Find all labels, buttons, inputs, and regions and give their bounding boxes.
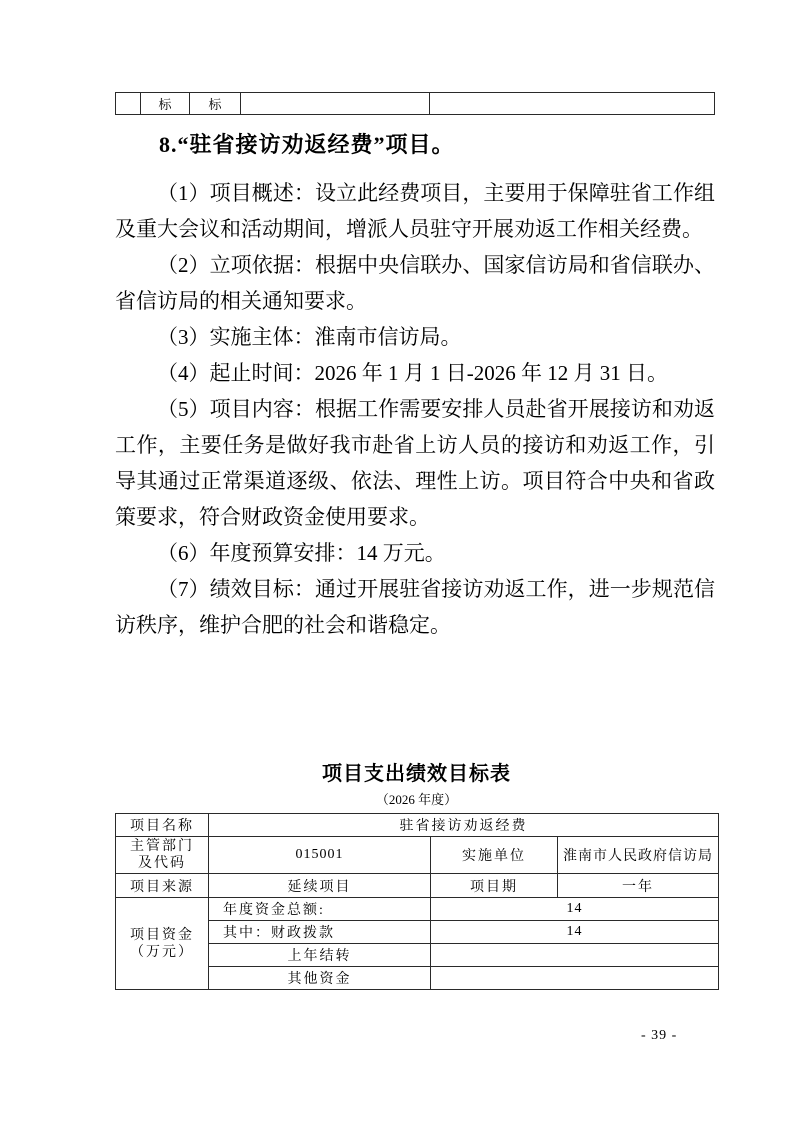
paragraph-implementing-body: （3）实施主体：淮南市信访局。 — [157, 325, 462, 349]
funds-carryover-label: 上年结转 — [209, 944, 431, 967]
funds-fiscal-label: 其中：财政拨款 — [209, 921, 431, 944]
paragraph-project-content: （5）项目内容：根据工作需要安排人员赴省开展接访和劝返工作，主要任务是做好我市赴省上访人员的接访和劝返工作，引导其通过正常渠道逐级、依法、理性上访。项目符合中央和省政策要求，符合财政资金使用要求。 — [115, 397, 715, 529]
table-subtitle: （2026 年度） — [375, 792, 458, 807]
row-project-source — [116, 874, 719, 898]
department-label-line2: 及代码 — [138, 856, 186, 871]
funds-label-line1: 项目资金 — [130, 927, 194, 943]
funds-other-label: 其他资金 — [209, 967, 431, 990]
performance-target-table — [115, 813, 719, 990]
project-period-value: 一年 — [558, 874, 719, 898]
row-project-name — [116, 814, 719, 837]
department-label-line1: 主管部门 — [130, 839, 194, 854]
funds-carryover-value — [431, 944, 719, 967]
project-name-value: 驻省接访劝返经费 — [209, 814, 719, 837]
carryover-table-fragment — [115, 92, 715, 115]
department-code: 015001 — [209, 837, 431, 874]
section-heading: 8.“驻省接访劝返经费”项目。 — [159, 132, 455, 157]
carryover-cell-4 — [241, 93, 430, 115]
paragraph-project-overview: （1）项目概述：设立此经费项目，主要用于保障驻省工作组及重大会议和活动期间，增派人员驻守开展劝返工作相关经费。 — [115, 181, 715, 241]
funds-total-value: 14 — [431, 898, 719, 921]
project-source-value: 延续项目 — [209, 874, 431, 898]
funds-label-line2: （万元） — [130, 944, 194, 960]
carryover-cell-1 — [116, 93, 141, 115]
carryover-cell-3: 标 — [190, 93, 241, 115]
paragraph-annual-budget: （6）年度预算安排：14 万元。 — [157, 541, 446, 565]
carryover-cell-5 — [430, 93, 715, 115]
page-number: - 39 - — [641, 1028, 678, 1043]
carryover-cell-2: 标 — [141, 93, 190, 115]
funds-label — [116, 898, 209, 990]
project-period-label: 项目期 — [431, 874, 558, 898]
project-name-label: 项目名称 — [116, 814, 209, 837]
paragraph-project-basis: （2）立项依据：根据中央信联办、国家信访局和省信联办、省信访局的相关通知要求。 — [115, 253, 715, 313]
performance-table-block — [115, 757, 718, 990]
carryover-row — [116, 93, 715, 115]
paragraph-time-range: （4）起止时间：2026 年 1 月 1 日-2026 年 12 月 31 日。 — [157, 361, 668, 385]
funds-total-label: 年度资金总额: — [209, 898, 431, 921]
row-funds-total — [116, 898, 719, 921]
body-content — [115, 130, 715, 643]
row-department — [116, 837, 719, 874]
impl-unit-label: 实施单位 — [431, 837, 558, 874]
paragraph-performance-goal: （7）绩效目标：通过开展驻省接访劝返工作，进一步规范信访秩序，维护合肥的社会和谐稳定。 — [115, 577, 715, 637]
department-label — [116, 837, 209, 874]
funds-fiscal-value: 14 — [431, 921, 719, 944]
funds-other-value — [431, 967, 719, 990]
impl-unit-value: 淮南市人民政府信访局 — [558, 837, 719, 874]
table-title: 项目支出绩效目标表 — [322, 763, 511, 785]
project-source-label: 项目来源 — [116, 874, 209, 898]
